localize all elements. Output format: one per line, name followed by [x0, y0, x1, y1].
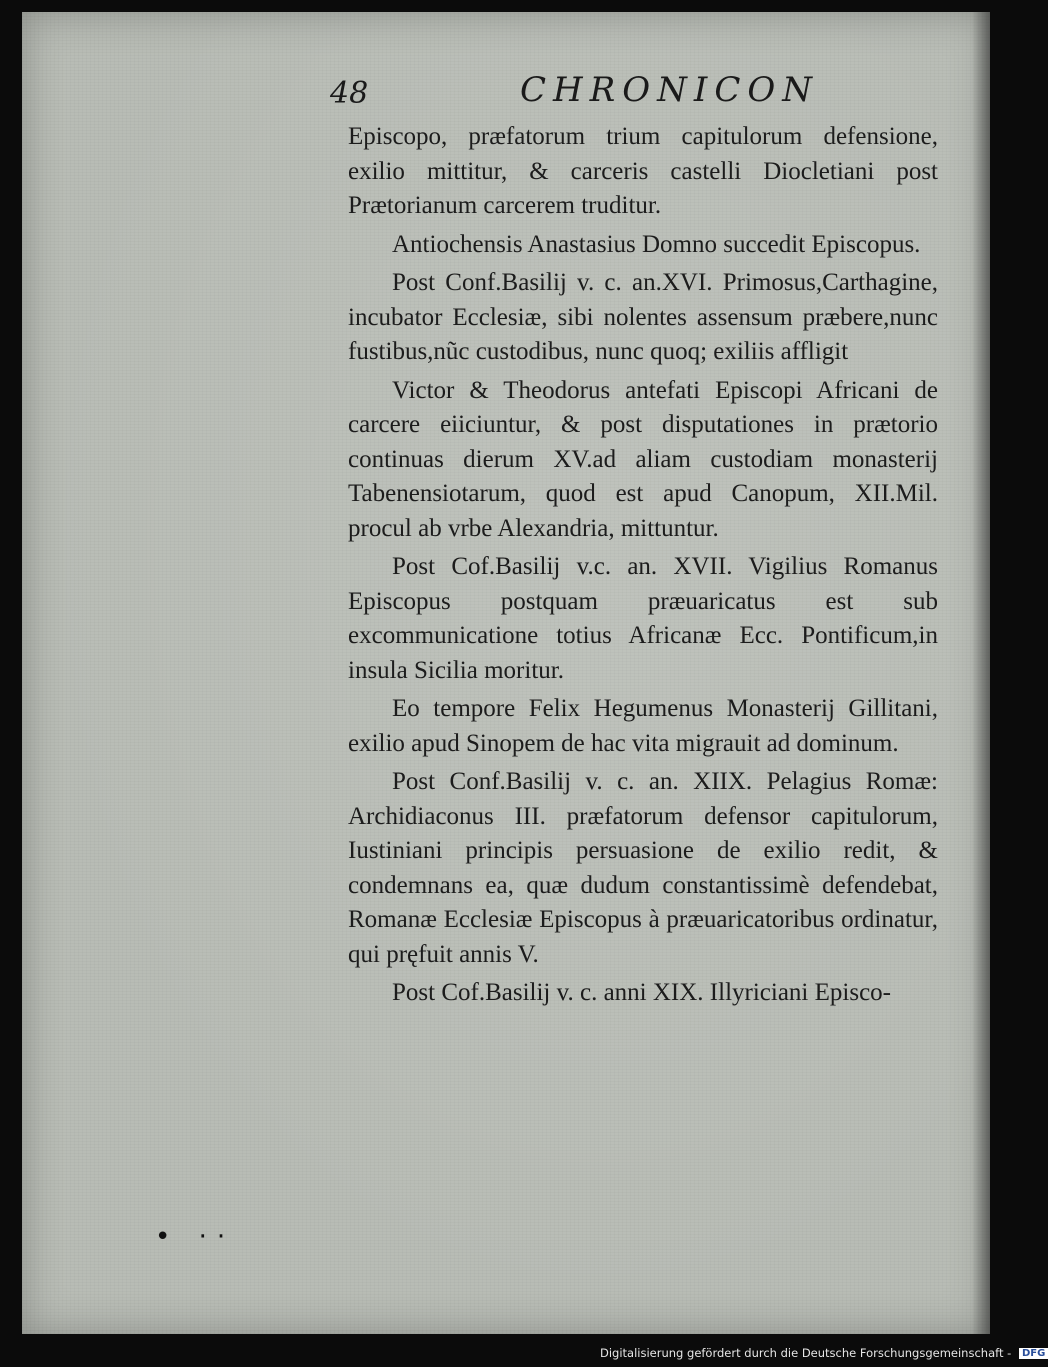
ink-marks: • ··: [155, 1222, 236, 1252]
page-edge-shadow: [972, 12, 990, 1334]
paragraph-4: Victor & Theodorus antefati Episcopi Africani de carcere eiiciuntur, & post disputationes in prætorio continuas dierum XV.ad aliam custodiam monasterij Tabenensiotarum, quod est apud Canopum, XII.Mil. procul ab vrbe Alexandria, mittuntur.: [348, 376, 938, 542]
paragraph-7: Post Conf.Basilij v. c. an. XIIX. Pelagius Romæ: Archidiaconus III. præfatorum defensor capitulorum, Iustiniani principis persuasione de exilio redit, & condemnans ea, quæ dudum constantissimè defendebat, Romanæ Ecclesiæ Episcopus à præuaricatoribus ordinatur, qui pręfuit annis V.: [348, 768, 938, 968]
page-header: [330, 70, 890, 120]
paragraph-5: Post Cof.Basilij v.c. an. XVII. Vigilius Romanus Episcopus postquam præuaricatus est sub excommunicatione totius Africanæ Ecc. Pontificum,in insula Sicilia moritur.: [348, 553, 938, 684]
paragraph-3: Post Conf.Basilij v. c. an.XVI. Primosus,Carthagine, incubator Ecclesiæ, sibi nolentes assensum præbere,nunc fustibus,nũc custodibus, nunc quoq; exiliis affligit: [348, 269, 938, 365]
running-title: CHRONICON: [520, 70, 819, 110]
paragraph-2: Antiochensis Anastasius Domno succedit Episcopus.: [392, 230, 921, 258]
paragraph-8: Post Cof.Basilij v. c. anni XIX. Illyriciani Episco-: [392, 979, 891, 1006]
paragraph-6: Eo tempore Felix Hegumenus Monasterij Gillitani, exilio apud Sinopem de hac vita migrauit ad dominum.: [348, 695, 938, 757]
digitization-footer: [600, 1346, 1048, 1366]
paragraph-1: Episcopo, præfatorum trium capitulorum defensione, exilio mittitur, & carceris castelli Diocletiani post Prætorianum carcerem truditur.: [348, 123, 938, 219]
body-text: [348, 120, 938, 1015]
dfg-logo: DFG: [1019, 1348, 1048, 1359]
page-number: 48: [330, 76, 369, 111]
footer-text: Digitalisierung gefördert durch die Deutsche Forschungsgemeinschaft -: [600, 1346, 1012, 1360]
